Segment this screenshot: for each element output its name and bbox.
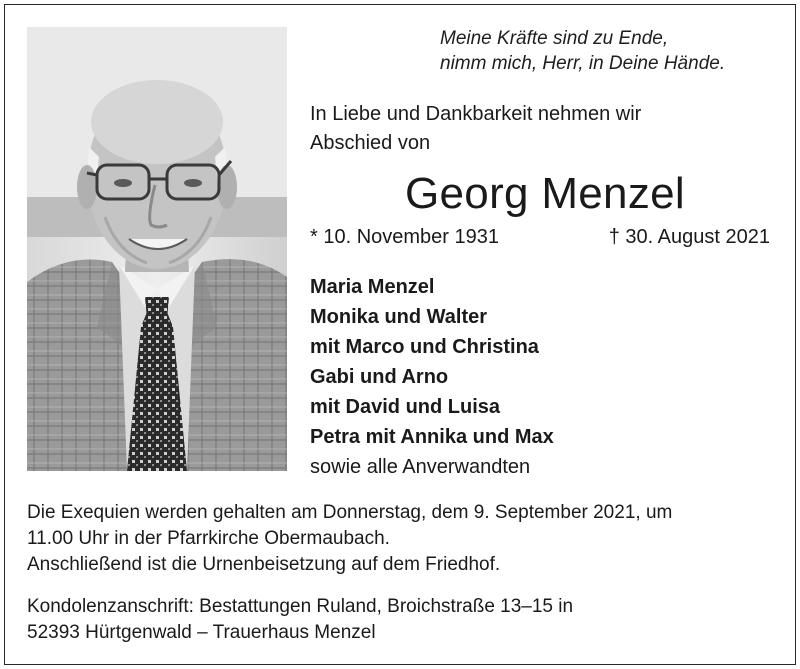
family-member: Maria Menzel: [310, 276, 435, 298]
family-member: Petra mit Annika und Max: [310, 426, 554, 448]
intro-line-2: Abschied von: [310, 132, 431, 154]
motto-verse: [440, 26, 780, 76]
deceased-name: Georg Menzel: [405, 169, 685, 218]
service-info: [27, 500, 777, 578]
family-member: mit David und Luisa: [310, 396, 501, 418]
condolence-address: [27, 594, 777, 646]
family-member: mit Marco und Christina: [310, 336, 539, 358]
family-list: [310, 272, 780, 482]
death-date: † 30. August 2021: [608, 226, 770, 248]
portrait-photo: [27, 27, 287, 471]
motto-line-1: Meine Kräfte sind zu Ende,: [440, 28, 669, 49]
family-relatives: sowie alle Anverwandten: [310, 456, 531, 478]
life-dates: [310, 224, 770, 252]
intro-text: [310, 100, 780, 158]
birth-date: * 10. November 1931: [310, 226, 500, 248]
family-member: Monika und Walter: [310, 306, 488, 328]
service-line-3: Anschließend ist die Urnenbeisetzung auf dem Friedhof.: [27, 554, 501, 575]
intro-line-1: In Liebe und Dankbarkeit nehmen wir: [310, 103, 642, 125]
service-line-2: 11.00 Uhr in der Pfarrkirche Obermaubach.: [27, 528, 390, 549]
condolence-line-2: 52393 Hürtgenwald – Trauerhaus Menzel: [27, 622, 376, 643]
motto-line-2: nimm mich, Herr, in Deine Hände.: [440, 53, 726, 74]
portrait-illustration: [27, 27, 287, 471]
family-member: Gabi und Arno: [310, 366, 449, 388]
service-line-1: Die Exequien werden gehalten am Donnerstag, dem 9. September 2021, um: [27, 502, 673, 523]
condolence-line-1: Kondolenzanschrift: Bestattungen Ruland, Broichstraße 13–15 in: [27, 596, 574, 617]
